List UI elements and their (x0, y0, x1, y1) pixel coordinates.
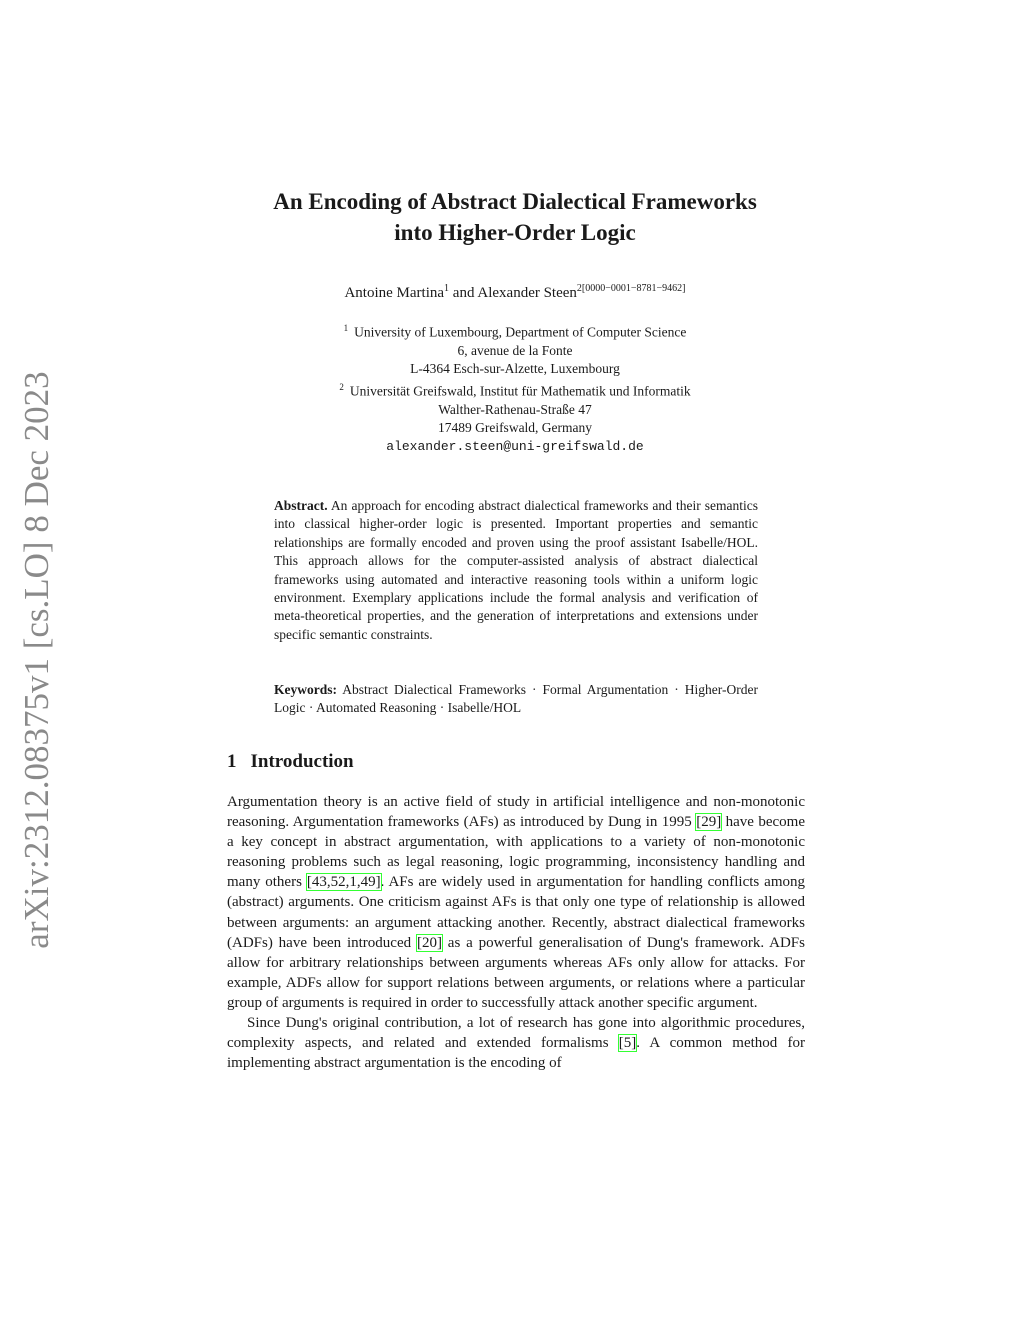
keywords (274, 681, 758, 718)
paragraph-text: as a powerful generalisation of Dung's framework. ADFs allow for arbitrary relationships between arguments whereas AFs only allow for attacks. For example, ADFs allow for support relations between arguments, or relations where a particular group of arguments is required in order to successfully attack another specific argument. (227, 934, 805, 1011)
paragraph-text: . AFs are widely used in argumentation for handling conflicts among (abstract) arguments. One criticism against AFs is that only one type of relationship is allowed between arguments: an argument attacking another. Recently, abstract dialectical frameworks (ADFs) have been introduced (227, 874, 806, 951)
citation-link[interactable]: [43,52,1,49] (306, 874, 381, 891)
section-number: 1 (227, 751, 237, 772)
paragraph-text: . A common method for implementing abstract argumentation is the encoding of (227, 1035, 805, 1072)
body-text (227, 792, 805, 1073)
author-name: Antoine Martina (344, 285, 445, 301)
paragraph-1 (227, 792, 805, 1013)
arxiv-identifier: arXiv:2312.08375v1 [cs.LO] 8 Dec 2023 (17, 371, 56, 949)
affiliation-2-line-2: Walther-Rathenau-Straße 47 (438, 402, 592, 418)
paragraph-text: Argumentation theory is an active field of study in artificial intelligence and non-monotonic reasoning. Argumentation frameworks (AFs) as introduced by Dung in 1995 (227, 794, 805, 831)
title-line-1: An Encoding of Abstract Dialectical Frameworks (273, 189, 757, 214)
author-affil-mark: 1 (444, 283, 450, 294)
section-heading (227, 751, 354, 773)
author-orcid-mark: 2[0000−0001−8781−9462] (576, 283, 686, 294)
citation-link[interactable]: [5] (618, 1035, 637, 1052)
author-name: Alexander Steen (477, 285, 577, 301)
affiliation-1-mark: 1 (343, 323, 349, 333)
author-list (200, 283, 830, 302)
paragraph-text: have become a key concept in abstract argumentation, with applications to a variety of non-monotonic reasoning problems such as legal reasoning, logic programming, inconsistency handling and many others (227, 814, 805, 891)
affiliation-text: Universität Greifswald, Institut für Mathematik und Informatik (349, 383, 691, 399)
citation-link[interactable]: [20] (416, 934, 442, 951)
affiliation-1-line-2: 6, avenue de la Fonte (457, 342, 573, 358)
abstract (274, 497, 758, 644)
affiliation-2-line-1 (200, 378, 830, 401)
affiliation-2-line-3: 17489 Greifswald, Germany (437, 420, 593, 436)
affiliations (200, 319, 830, 456)
abstract-text: An approach for encoding abstract dialectical frameworks and their semantics into classical higher-order logic is presented. Important properties and semantic relationships are formally encoded and proven using the proof assistant Isabelle/HOL. This approach allows for the computer-assisted analysis of abstract dialectical frameworks using automated and interactive reasoning tools within a uniform logic environment. Exemplary applications include the formal analysis and verification of meta-theoretical properties, and the generation of interpretations and extensions under specific semantic constraints. (274, 498, 758, 642)
paper-title (200, 186, 830, 248)
section-title: Introduction (250, 751, 354, 772)
citation-link[interactable]: [29] (696, 814, 722, 831)
author-conjunction: and (449, 285, 478, 301)
affiliation-1-line-3: L-4364 Esch-sur-Alzette, Luxembourg (410, 361, 620, 377)
paragraph-text: Since Dung's original contribution, a lot of research has gone into algorithmic procedures, complexity aspects, and related and extended formalisms (227, 1015, 805, 1052)
affiliation-1-line-1 (200, 319, 830, 342)
author-email[interactable]: alexander.steen@uni-greifswald.de (386, 438, 644, 454)
arxiv-sidebar (12, 360, 62, 960)
title-line-2: into Higher-Order Logic (394, 220, 636, 245)
keywords-label: Keywords: (274, 682, 337, 697)
abstract-label: Abstract. (274, 498, 328, 513)
affiliation-text: University of Luxembourg, Department of Computer Science (354, 324, 687, 340)
affiliation-2-mark: 2 (339, 382, 344, 393)
keywords-text: Abstract Dialectical Frameworks · Formal Argumentation · Higher-Order Logic · Automated Reasoning · Isabelle/HOL (274, 682, 758, 716)
paragraph-2 (227, 1013, 805, 1073)
